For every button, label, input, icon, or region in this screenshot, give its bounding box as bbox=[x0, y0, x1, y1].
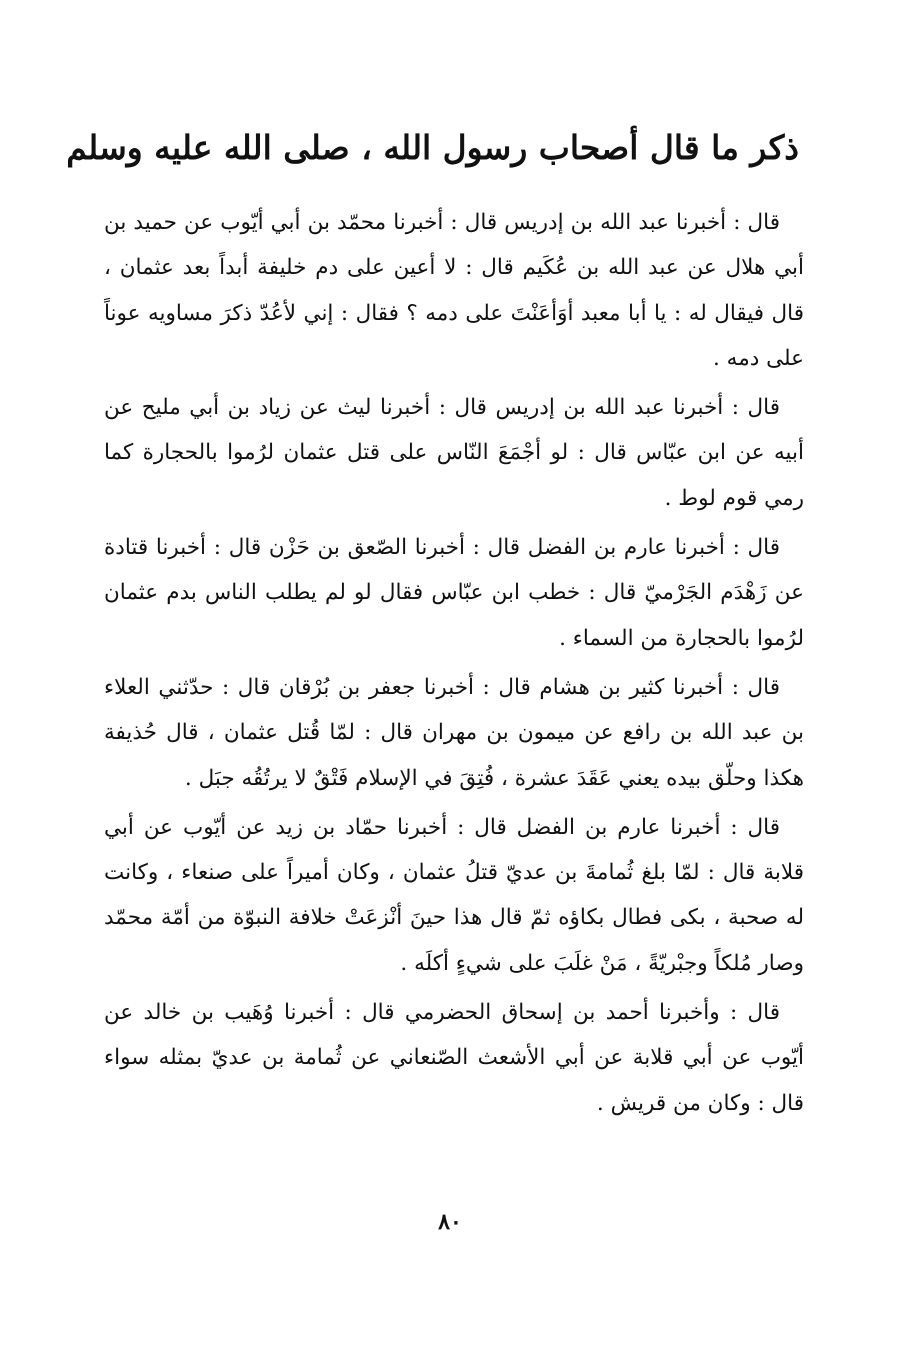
paragraph-5: قال : أخبرنا عارم بن الفضل قال : أخبرنا حمّاد بن زيد عن أيّوب عن أبي قلابة قال : لمّا بلغ ثُمامةَ بن عديّ قتلُ عثمان ، وكان أميراً على صنعاء ، وكانت له صحبة ، بكى فطال بكاؤه ثمّ قال هذا حينَ أنْزعَتْ خلافة النبوّة من أمّة محمّد وصار مُلكاً وجبْريّةً ، مَنْ غلَبَ على شيءٍ أكلَه . bbox=[104, 814, 804, 976]
paragraph-1: قال : أخبرنا عبد الله بن إدريس قال : أخبرنا محمّد بن أبي أيّوب عن حميد بن أبي هلال عن عبد الله بن عُكَيم قال : لا أعين على دم خليفة أبداً بعد عثمان ، قال فيقال له : يا أبا معبد أوَأعَنْتَ على دمه ؟ فقال : إني لأعُدّ ذكرَ مساويه عوناً على دمه . bbox=[104, 210, 804, 371]
paragraph-4: قال : أخبرنا كثير بن هشام قال : أخبرنا جعفر بن بُرْقان قال : حدّثني العلاء بن عبد الله بن رافع عن ميمون بن مهران قال : لمّا قُتل عثمان ، قال حُذيفة هكذا وحلّق بيده يعني عَقَدَ عشرة ، فُتِقَ في الإسلام فَتْقٌ لا يرتُقُه جبَل . bbox=[104, 674, 804, 791]
chapter-title: ذكر ما قال أصحاب رسول الله ، صلى الله عليه وسلم bbox=[66, 128, 799, 167]
paragraph-6: قال : وأخبرنا أحمد بن إسحاق الحضرمي قال : أخبرنا وُهَيب بن خالد عن أيّوب عن أبي قلابة عن أبي الأشعث الصّنعاني عن ثُمامة بن عديّ بمثله سواء قال : وكان من قريش . bbox=[104, 1000, 804, 1116]
page-number: ٨٠ bbox=[438, 1209, 462, 1235]
paragraph-2: قال : أخبرنا عبد الله بن إدريس قال : أخبرنا ليث عن زياد بن أبي مليح عن أبيه عن ابن عبّاس قال : لو أجْمَعَ النّاس على قتل عثمان لرُموا بالحجارة كما رمي قوم لوط . bbox=[104, 395, 804, 511]
page-body bbox=[104, 200, 804, 1130]
paragraph-3: قال : أخبرنا عارم بن الفضل قال : أخبرنا الصّعق بن حَزْن قال : أخبرنا قتادة عن زَهْدَم الجَرْميّ قال : خطب ابن عبّاس فقال لو لم يطلب الناس بدم عثمان لرُموا بالحجارة من السماء . bbox=[104, 535, 804, 651]
